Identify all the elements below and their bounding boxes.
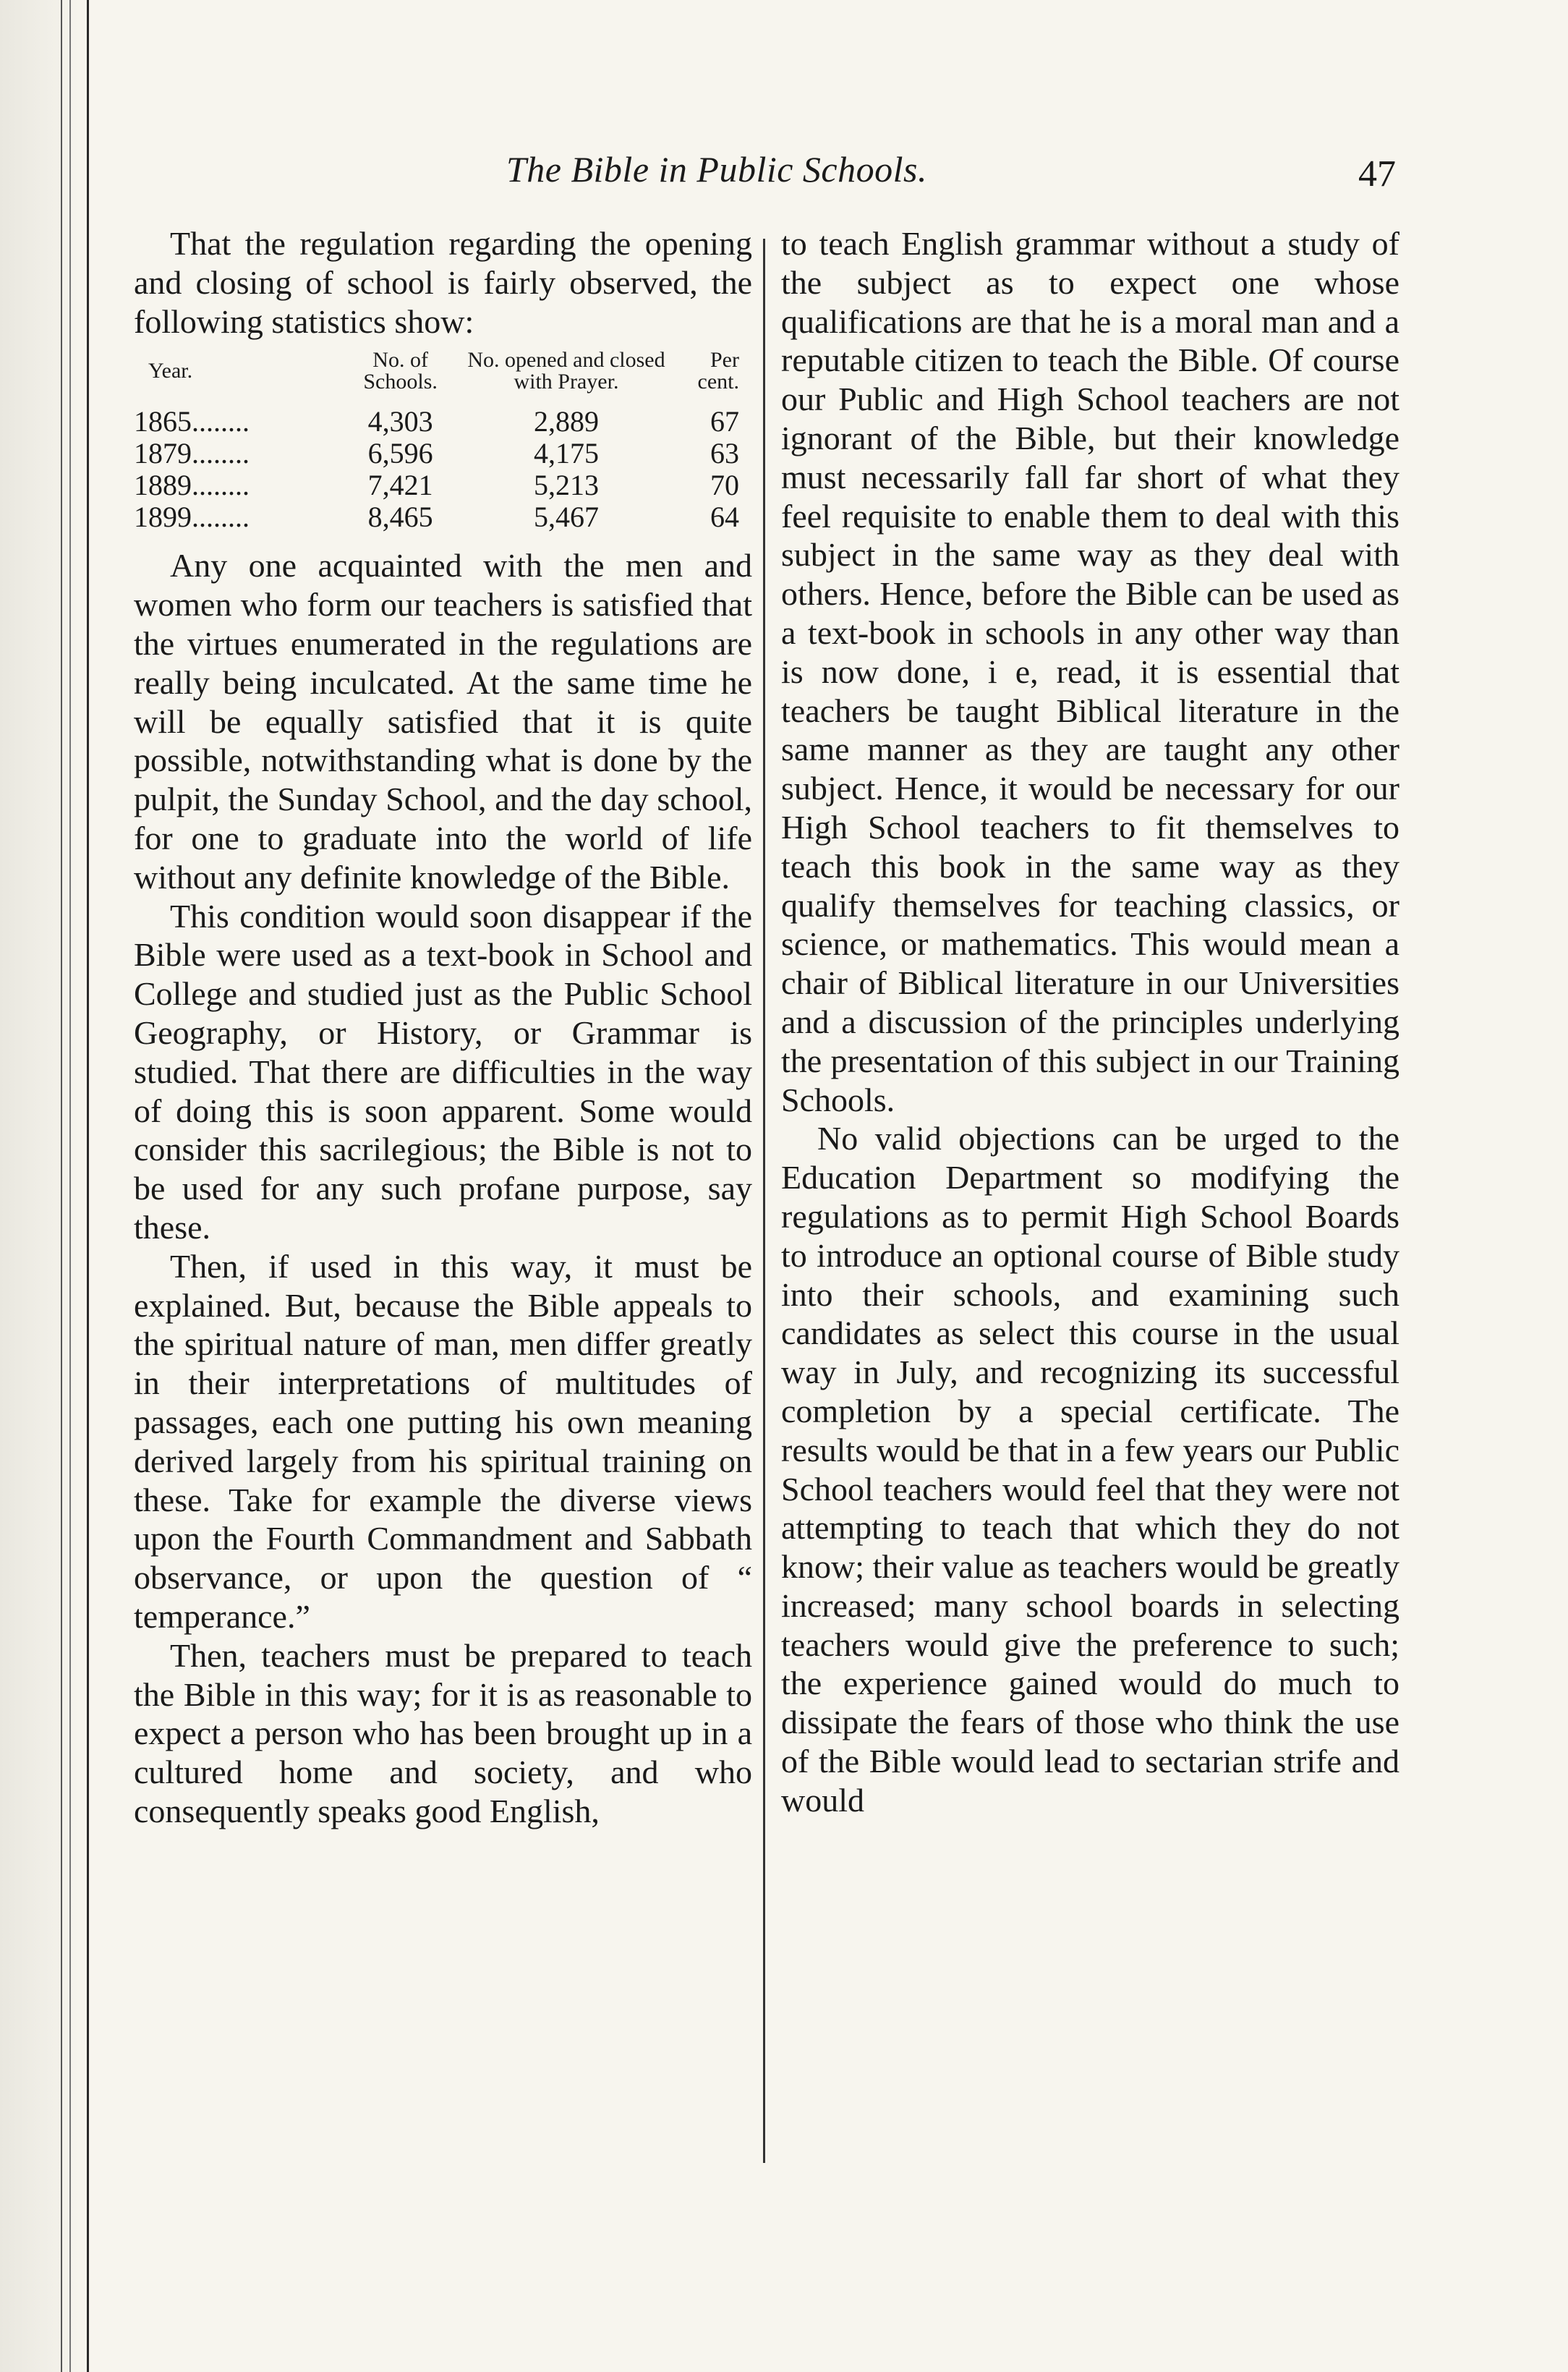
body-paragraph: This condition would soon disappear if the Bible were used as a text-book in School and College and studied just as the Public School Geography, or History, or Grammar is studied. That there are difficulties in the way of doing this is soon apparent. Some would consider this sacrilegious; the Bible is not to be used for any such profane purpose, say these. [134,897,752,1246]
cell-schools: 8,465 [367,501,433,534]
right-column [781,224,1399,1820]
cell-prayer: 4,175 [533,437,599,470]
running-header [0,148,1568,199]
column-header-prayer: No. opened and closed with Prayer. [467,348,665,394]
cell-prayer: 5,213 [533,469,599,502]
statistics-table [134,349,752,533]
table-header-row [134,349,752,406]
cell-year: 1899........ [134,501,250,534]
table-row [134,406,752,438]
running-title: The Bible in Public Schools. [506,149,927,190]
cell-year: 1865........ [134,405,250,438]
table-row [134,438,752,469]
cell-year: 1889........ [134,469,250,502]
cell-year: 1879........ [134,437,250,470]
table-row [134,469,752,501]
cell-schools: 7,421 [367,469,433,502]
column-divider [763,239,765,2163]
cell-prayer: 5,467 [533,501,599,534]
body-paragraph: Any one acquainted with the men and women who form our teachers is satisfied that the virtues enumerated in the regulations are really being inculcated. At the same time he will be equally satisfied that it is quite possible, notwithstanding what is done by the pulpit, the Sunday School, and the day school, for one to graduate into the world of life without any definite knowledge of the Bible. [134,547,752,896]
cell-percent: 64 [710,501,739,534]
body-paragraph-continued: to teach English grammar without a study of the subject as to expect one whose qualifications are that he is a moral man and a reputable citizen to teach the Bible. Of course our Public and High School teachers are not ignorant of the Bible, but their knowledge must necessarily fall far short of what they feel requisite to enable them to deal with this subject in the same way as they deal with others. Hence, before the Bible can be used as a text-book in schools in any other way than is now done, i e, read, it is essential that teachers be taught Biblical literature in the same manner as they are taught any other subject. Hence, it would be necessary for our High School teachers to fit themselves to teach this book in the same way as they qualify themselves for teaching classics, or science, or mathematics. This would mean a chair of Biblical literature in our Universities and a discussion of the principles underlying the presentation of this subject in our Training Schools. [781,225,1399,1118]
cell-percent: 63 [710,437,739,470]
left-column [134,224,752,1831]
body-paragraph: Then, teachers must be prepared to teach the Bible in this way; for it is as reasonable to expect a person who has been brought up in a cultured home and society, and who consequently speaks good English, [134,1636,752,1829]
column-header-percent: Per cent. [697,348,739,394]
table-row [134,501,752,533]
column-header-schools: No. of Schools. [363,348,438,394]
intro-paragraph: That the regulation regarding the opening and closing of school is fairly observed, the following statistics show: [134,225,752,340]
cell-percent: 70 [710,469,739,502]
column-header-year: Year. [148,359,193,383]
cell-schools: 4,303 [367,405,433,438]
cell-schools: 6,596 [367,437,433,470]
body-paragraph: Then, if used in this way, it must be explained. But, because the Bible appeals to the spiritual nature of man, men differ greatly in their interpretations of multitudes of passages, each one putting his own meaning derived largely from his spiritual training on these. Take for example the diverse views upon the Fourth Commandment and Sabbath observance, or upon the question of “ temperance.” [134,1247,752,1635]
body-paragraph: No valid objections can be urged to the Education Department so modifying the regulations as to permit High School Boards to introduce an optional course of Bible study into their schools, and examining such candidates as select this course in the usual way in July, and recognizing its successful completion by a special certificate. The results would be that in a few years our Public School teachers would feel that they were not attempting to teach that which they do not know; their value as teachers would be greatly increased; many school boards in selecting teachers would give the preference to such; the experience gained would do much to dissipate the fears of those who think the use of the Bible would lead to sectarian strife and would [781,1120,1399,1819]
cell-prayer: 2,889 [533,405,599,438]
page-number: 47 [1358,153,1396,195]
cell-percent: 67 [710,405,739,438]
binding-spine-line [61,0,71,2372]
book-binding-edge [0,0,89,2372]
